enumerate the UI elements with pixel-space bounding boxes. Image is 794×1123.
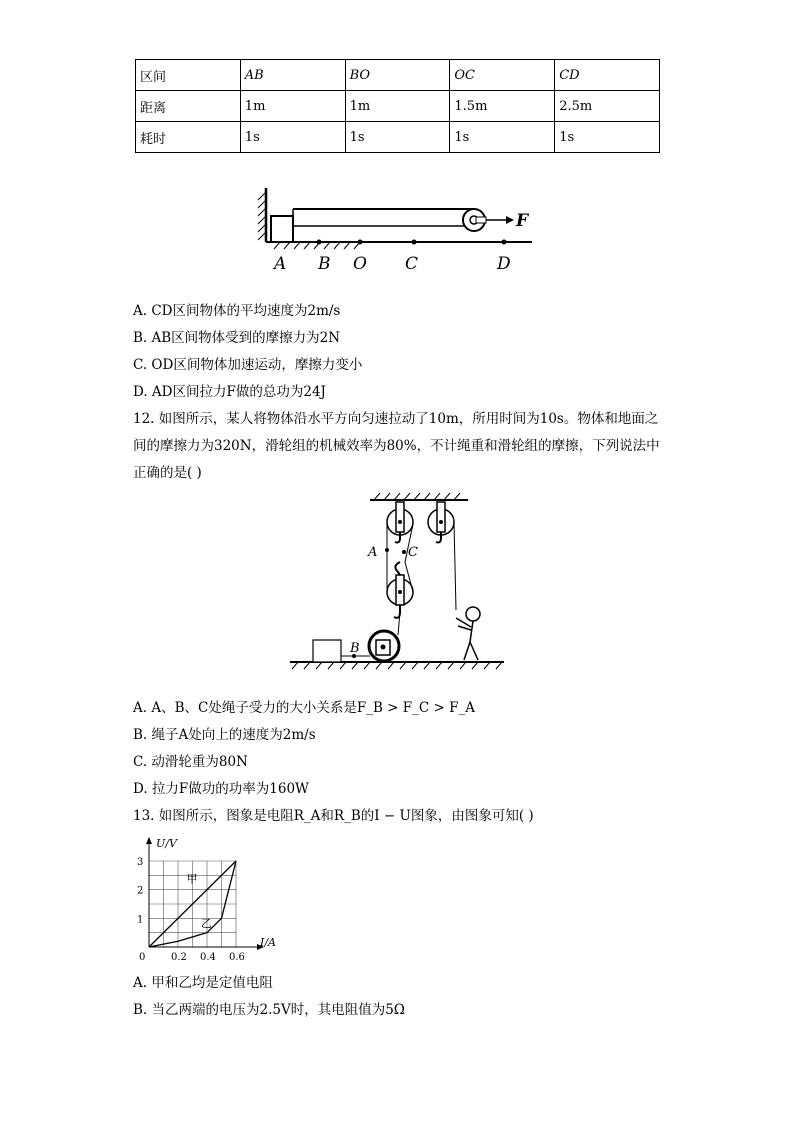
table-cell: 1s [555, 122, 660, 153]
y-axis-arrow [146, 837, 152, 844]
pulley-system-figure [288, 490, 513, 670]
y-tick-label: 1 [137, 914, 144, 926]
block-pull-figure [250, 180, 550, 275]
table-cell: 1s [345, 122, 450, 153]
table-header-row [136, 60, 660, 91]
table-cell: BO [345, 60, 450, 91]
table-cell: AB [240, 60, 345, 91]
table-cell: 1s [240, 122, 345, 153]
q11-option-d: D. AD区间拉力F做的总功为24J [133, 384, 326, 400]
q11-option-b: B. AB区间物体受到的摩擦力为2N [133, 330, 341, 346]
q12-option-a: A. A、B、C处绳子受力的大小关系是F_B > F_C > F_A [133, 700, 475, 716]
series-label-jia: 甲 [186, 872, 198, 886]
table-cell: 距离 [136, 91, 241, 122]
point-label-b: B [318, 254, 331, 274]
table-cell: 耗时 [136, 122, 241, 153]
point-label-o: O [353, 254, 367, 274]
table-row [136, 122, 660, 153]
q13-option-a: A. 甲和乙均是定值电阻 [133, 975, 273, 991]
q13-option-b: B. 当乙两端的电压为2.5V时，其电阻值为5Ω [133, 1002, 406, 1018]
y-tick-label: 2 [137, 885, 144, 897]
table-cell: OC [450, 60, 555, 91]
point-label-c: C [405, 254, 419, 274]
table-cell: 区间 [136, 60, 241, 91]
table-cell: 1m [240, 91, 345, 122]
q11-option-c: C. OD区间物体加速运动，摩擦力变小 [133, 357, 363, 373]
y-axis-label: U/V [156, 837, 177, 850]
table-cell: CD [555, 60, 660, 91]
point-label-d: D [497, 254, 511, 274]
rope-label-a: A [368, 545, 378, 560]
rope-label-b: B [350, 641, 360, 656]
q13-stem: 13. 如图所示，图象是电阻R_A和R_B的I − U图象，由图象可知( ) [133, 808, 534, 824]
table-cell: 1.5m [450, 91, 555, 122]
q12-stem: 12. 如图所示，某人将物体沿水平方向匀速拉动了10m，所用时间为10s。物体和地面之间的摩擦力为320N，滑轮组的机械效率为80%，不计绳重和滑轮组的摩擦，下列说法中正确的是( ) [133, 411, 660, 481]
x-axis-label: I/A [260, 936, 276, 949]
x-tick-label: 0 [139, 952, 146, 963]
point-label-a: A [274, 254, 287, 274]
table-row [136, 91, 660, 122]
q12-option-d: D. 拉力F做功的功率为160W [133, 781, 309, 797]
series-label-yi: 乙 [201, 916, 212, 930]
x-tick-label: 0.4 [200, 952, 216, 963]
interval-table [135, 59, 660, 153]
table-cell: 1m [345, 91, 450, 122]
table-cell: 2.5m [555, 91, 660, 122]
y-tick-label: 3 [137, 857, 144, 868]
q12-option-c: C. 动滑轮重为80N [133, 754, 248, 770]
x-tick-label: 0.2 [171, 952, 187, 963]
x-tick-label: 0.6 [229, 952, 245, 963]
q11-option-a: A. CD区间物体的平均速度为2m/s [133, 303, 341, 319]
rope-label-c: C [408, 545, 418, 560]
iu-chart [125, 833, 285, 963]
table-cell: 1s [450, 122, 555, 153]
force-label: F [516, 211, 529, 231]
q12-option-b: B. 绳子A处向上的速度为2m/s [133, 727, 316, 743]
